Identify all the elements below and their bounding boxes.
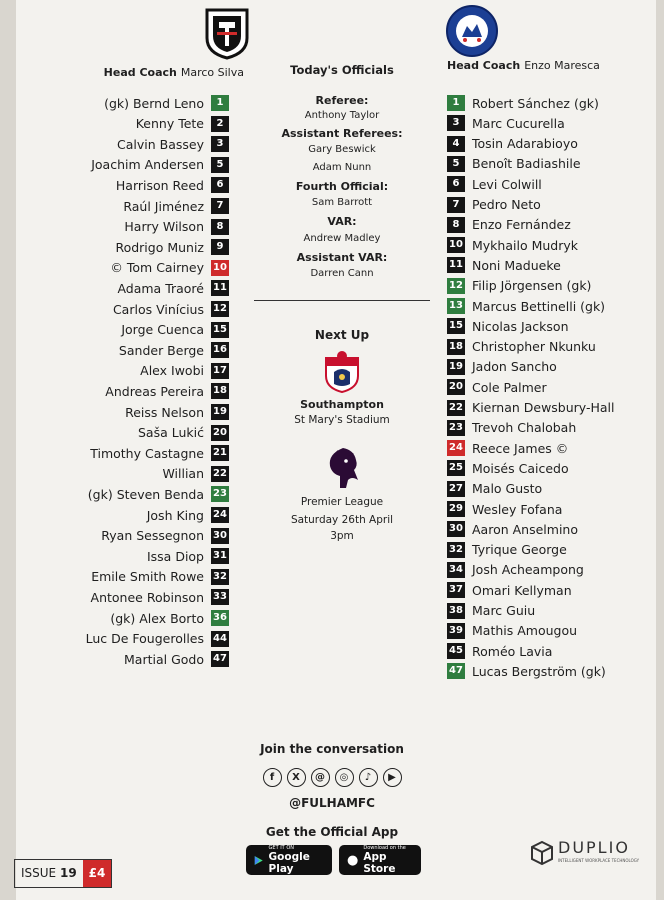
away-player-row [447,276,591,296]
away-shirt-number: 15 [447,318,465,334]
home-player-name: Jorge Cuenca [121,322,204,338]
away-player-row [447,316,569,336]
away-player-row [447,93,599,113]
home-player-name: (gk) Alex Borto [110,610,204,626]
google-play-label: Google Play [268,851,310,875]
assistant-referee-2: Adam Nunn [312,162,372,173]
home-player-row [147,505,229,525]
home-shirt-number: 7 [211,198,229,214]
home-player-row [104,93,229,113]
away-player-row [447,398,615,418]
away-shirt-number: 24 [447,440,465,456]
officials-divider [254,300,430,301]
away-shirt-number: 45 [447,643,465,659]
away-shirt-number: 3 [447,115,465,131]
home-player-row [113,299,229,319]
google-play-icon [254,854,264,867]
away-player-row [447,438,568,458]
away-shirt-number: 22 [447,400,465,416]
home-player-name: Joachim Andersen [91,157,204,173]
home-player-row [123,196,229,216]
home-player-row [138,423,229,443]
home-player-name: Emile Smith Rowe [91,569,204,585]
home-player-row [119,340,229,360]
var-label: VAR: [327,215,357,228]
price-badge: £4 [83,860,112,887]
home-player-name: Josh King [146,507,204,523]
app-store-small: Download on the [363,845,406,851]
home-player-row [101,526,229,546]
away-player-name: Moisés Caicedo [472,460,569,476]
away-player-row [447,458,569,478]
away-shirt-number: 8 [447,217,465,233]
premier-league-icon [324,446,362,490]
home-shirt-number: 33 [211,589,229,605]
away-player-name: Reece James © [472,440,569,456]
away-shirt-number: 23 [447,420,465,436]
away-squad-list [447,93,657,683]
home-player-name: Luc De Fougerolles [85,631,204,647]
assistant-var-label: Assistant VAR: [296,251,388,264]
home-head-coach-name: Marco Silva [180,66,244,79]
home-shirt-number: 44 [211,631,229,647]
home-player-name: Sander Berge [118,342,204,358]
away-player-row [447,661,606,681]
home-shirt-number: 47 [211,651,229,667]
away-shirt-number: 4 [447,136,465,152]
home-shirt-number: 32 [211,569,229,585]
away-player-row [447,255,561,275]
away-player-row [447,499,562,519]
home-shirt-number: 19 [211,404,229,420]
home-player-name: Harrison Reed [115,177,204,193]
away-shirt-number: 12 [447,278,465,294]
home-player-name: © Tom Cairney [110,260,204,276]
google-play-small: GET IT ON [268,845,295,851]
home-shirt-number: 20 [211,425,229,441]
home-shirt-number: 12 [211,301,229,317]
assistant-referee-1: Gary Beswick [308,144,376,155]
referee-label: Referee: [315,94,369,107]
away-shirt-number: 30 [447,521,465,537]
away-head-coach-name: Enzo Maresca [524,59,600,72]
away-player-row [447,134,578,154]
away-shirt-number: 5 [447,156,465,172]
away-player-row [447,621,577,641]
next-up-title: Next Up [314,328,370,342]
assistant-referees-label: Assistant Referees: [281,127,403,140]
home-player-name: Rodrigo Muniz [115,239,204,255]
home-player-name: Antonee Robinson [90,589,204,605]
home-player-row [125,402,229,422]
away-player-row [447,377,547,397]
apple-icon: ● [347,852,359,868]
social-icons-row [0,768,664,790]
away-shirt-number: 37 [447,582,465,598]
away-shirt-number: 38 [447,603,465,619]
home-shirt-number: 6 [211,177,229,193]
away-shirt-number: 6 [447,176,465,192]
away-player-row [447,519,578,539]
home-player-row [124,217,229,237]
away-shirt-number: 11 [447,257,465,273]
home-shirt-number: 8 [211,219,229,235]
away-player-name: Josh Acheampong [472,562,584,578]
away-shirt-number: 47 [447,663,465,679]
fourth-official-label: Fourth Official: [295,180,389,193]
chelsea-crest [445,4,499,58]
home-shirt-number: 3 [211,136,229,152]
next-date: Saturday 26th April [290,514,394,526]
home-player-row [117,278,229,298]
home-shirt-number: 21 [211,445,229,461]
away-player-name: Tyrique George [472,542,567,558]
away-shirt-number: 29 [447,501,465,517]
away-player-name: Wesley Fofana [472,501,563,517]
home-player-row [117,134,229,154]
home-player-row [110,258,229,278]
away-player-row [447,154,581,174]
home-player-row [90,443,229,463]
away-player-row [447,580,572,600]
home-player-name: Willian [162,466,204,482]
social-handle: @FULHAMFC [289,796,375,810]
away-player-row [447,641,552,661]
home-shirt-number: 30 [211,528,229,544]
home-shirt-number: 23 [211,486,229,502]
home-player-name: Harry Wilson [124,219,204,235]
away-player-row [447,560,584,580]
away-player-name: Omari Kellyman [472,582,572,598]
home-player-row [105,381,229,401]
home-player-name: Ryan Sessegnon [101,528,204,544]
facebook-icon[interactable]: f [263,768,282,787]
duplio-cube-icon [530,840,554,866]
home-player-row [124,649,229,669]
x-icon[interactable]: X [287,768,306,787]
away-player-name: Kiernan Dewsbury-Hall [472,400,615,415]
away-player-name: Robert Sánchez (gk) [472,95,599,111]
issue-number: 19 [59,866,77,880]
home-shirt-number: 1 [211,95,229,111]
home-shirt-number: 11 [211,280,229,296]
away-player-row [447,601,535,621]
var-name: Andrew Madley [303,233,381,244]
home-shirt-number: 9 [211,239,229,255]
home-shirt-number: 36 [211,610,229,626]
next-up-panel [254,320,430,550]
away-player-row [447,113,565,133]
home-shirt-number: 18 [211,383,229,399]
home-player-row [116,175,229,195]
away-player-name: Marcus Bettinelli (gk) [472,298,606,314]
home-player-name: Carlos Vinícius [112,301,204,317]
home-player-row [147,546,229,566]
home-player-name: Andreas Pereira [105,383,204,399]
google-play-badge[interactable] [246,845,332,875]
home-player-name: (gk) Bernd Leno [104,95,204,111]
issue-box [14,859,112,888]
home-player-row [110,608,229,628]
fulham-crest [205,8,249,60]
away-player-row [447,235,578,255]
home-player-name: (gk) Steven Benda [87,486,204,502]
home-squad-list [60,93,229,673]
away-player-name: Benoît Badiashile [472,156,581,172]
home-player-row [115,237,229,257]
away-shirt-number: 20 [447,379,465,395]
youtube-icon[interactable]: ▶ [383,768,402,787]
away-shirt-number: 32 [447,542,465,558]
away-shirt-number: 25 [447,460,465,476]
duplio-tagline: INTELLIGENT WORKPLACE TECHNOLOGY [558,858,640,863]
home-shirt-number: 24 [211,507,229,523]
issue-label: ISSUE [21,866,57,880]
away-player-row [447,337,596,357]
home-player-name: Saša Lukić [138,425,204,441]
away-player-name: Levi Colwill [472,176,542,192]
join-conversation: Join the conversation [260,742,404,756]
home-player-row [121,320,229,340]
away-player-name: Christopher Nkunku [472,339,596,355]
home-player-name: Timothy Castagne [90,445,204,461]
home-player-name: Calvin Bassey [117,136,204,152]
away-player-name: Noni Madueke [472,257,561,273]
home-shirt-number: 5 [211,157,229,173]
away-player-row [447,418,576,438]
away-player-name: Jadon Sancho [472,359,557,375]
southampton-crest [322,350,362,394]
away-head-coach [447,59,600,72]
away-shirt-number: 27 [447,481,465,497]
home-shirt-number: 15 [211,322,229,338]
away-shirt-number: 18 [447,339,465,355]
home-player-row [86,629,229,649]
away-player-name: Lucas Bergström (gk) [472,663,606,679]
away-head-coach-label: Head Coach [447,59,521,72]
away-player-name: Enzo Fernández [472,217,571,233]
threads-icon[interactable]: @ [311,768,330,787]
home-player-row [91,567,229,587]
away-player-row [447,195,541,215]
referee-name: Anthony Taylor [304,110,380,121]
away-player-name: Trevoh Chalobah [472,420,577,436]
home-player-row [140,361,229,381]
away-player-name: Aaron Anselmino [472,521,578,537]
next-time: 3pm [330,530,354,542]
away-player-row [447,357,557,377]
away-player-row [447,296,605,316]
home-player-row [136,114,229,134]
home-player-row [91,587,229,607]
next-opponent: Southampton [300,398,384,411]
home-player-row [88,484,229,504]
assistant-var-name: Darren Cann [310,268,374,279]
away-shirt-number: 7 [447,197,465,213]
officials-title: Today's Officials [290,63,394,77]
away-player-name: Pedro Neto [472,197,541,212]
away-shirt-number: 1 [447,95,465,111]
next-venue: St Mary's Stadium [294,414,390,426]
home-player-name: Issa Diop [146,548,204,564]
home-shirt-number: 31 [211,548,229,564]
away-shirt-number: 34 [447,562,465,578]
away-shirt-number: 19 [447,359,465,375]
officials-panel [254,60,430,290]
app-store-label: App Store [363,851,396,875]
home-shirt-number: 16 [211,342,229,358]
away-player-name: Filip Jörgensen (gk) [472,278,592,294]
home-head-coach-label: Head Coach [103,66,177,79]
home-shirt-number: 2 [211,116,229,132]
home-shirt-number: 17 [211,363,229,379]
home-player-name: Adama Traoré [117,280,204,296]
away-shirt-number: 39 [447,623,465,639]
home-head-coach [104,66,244,79]
home-player-name: Raúl Jiménez [123,198,204,214]
away-shirt-number: 10 [447,237,465,253]
duplio-wordmark: DUPLIO [558,838,630,857]
app-title: Get the Official App [265,825,399,839]
away-shirt-number: 13 [447,298,465,314]
home-shirt-number: 10 [211,260,229,276]
next-competition: Premier League [300,496,384,508]
duplio-logo [530,836,650,870]
away-player-name: Malo Gusto [472,481,543,497]
home-player-row [162,464,229,484]
app-store-badge[interactable] [339,845,421,875]
home-shirt-number: 22 [211,466,229,482]
away-player-name: Roméo Lavia [472,643,553,659]
away-player-name: Marc Guiu [472,603,536,618]
away-player-row [447,479,542,499]
fourth-official-name: Sam Barrott [311,197,373,208]
home-player-name: Reiss Nelson [125,404,204,420]
away-player-name: Tosin Adarabioyo [472,136,578,152]
away-player-row [447,174,542,194]
home-player-row [91,155,229,175]
tiktok-icon[interactable]: ♪ [359,768,378,787]
away-player-name: Mathis Amougou [472,623,578,639]
away-player-name: Cole Palmer [472,379,547,395]
home-player-name: Kenny Tete [135,116,204,132]
home-player-name: Alex Iwobi [140,363,204,379]
away-player-row [447,540,567,560]
home-player-name: Martial Godo [124,651,204,667]
instagram-icon[interactable]: ◎ [335,768,354,787]
away-player-row [447,215,571,235]
away-player-name: Marc Cucurella [472,115,565,131]
away-player-name: Mykhailo Mudryk [472,237,578,253]
away-player-name: Nicolas Jackson [472,318,569,334]
